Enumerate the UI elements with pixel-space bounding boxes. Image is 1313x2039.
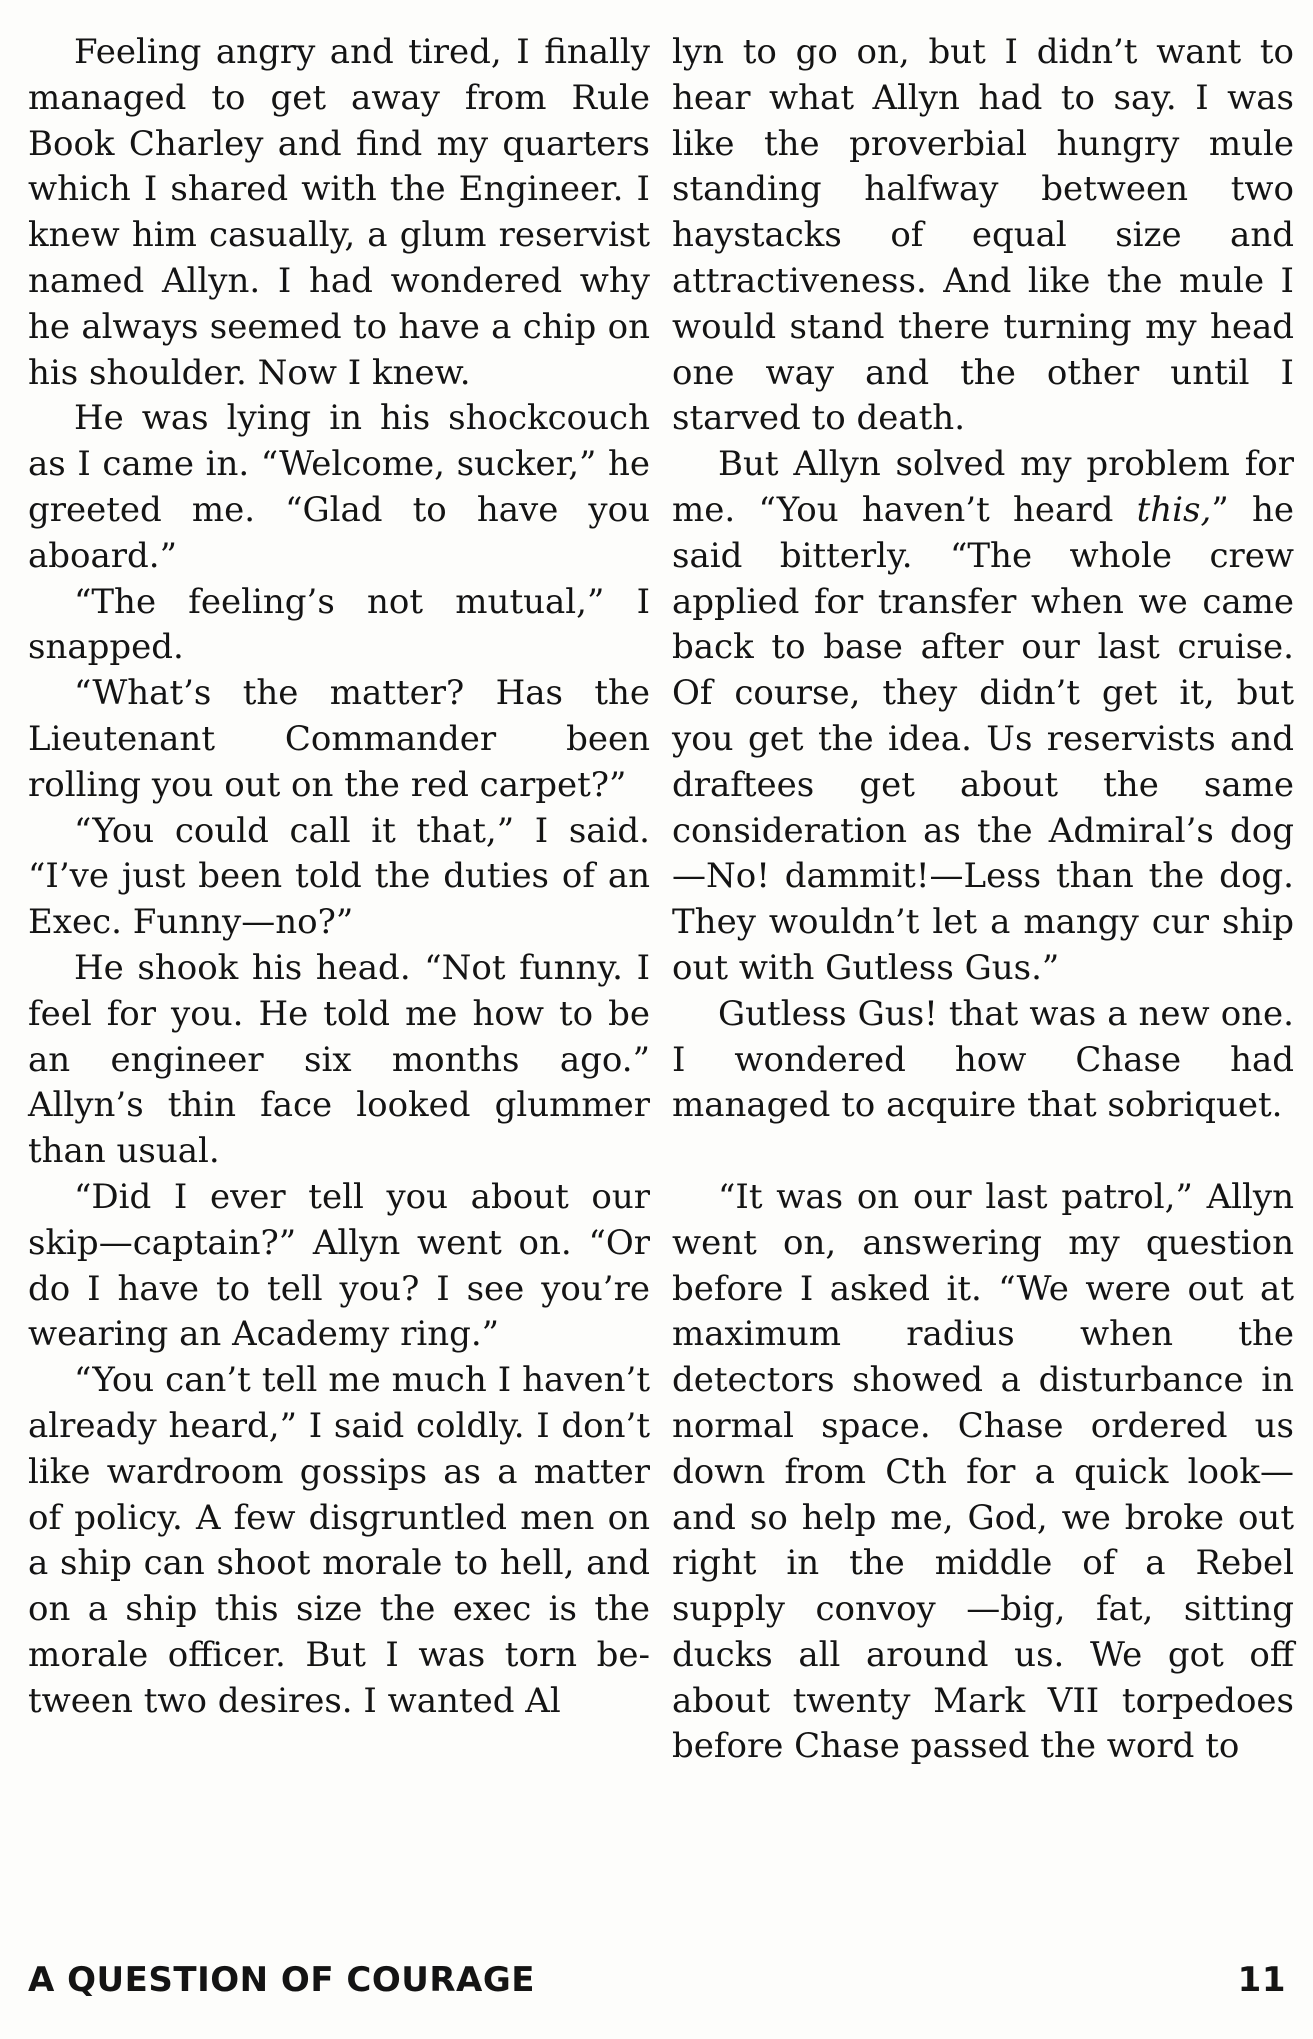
paragraph: He was lying in his shockcouch as I came in. “Welcome, sucker,” he greeted me. “Glad to have you aboard.”: [28, 398, 650, 576]
emphasized-word: this,: [1136, 489, 1212, 530]
paragraph: Feeling angry and tired, I finally managed to get away from Rule Book Charley and find my quarters which I shared with the Engineer. I knew him casually, a glum reservist named Allyn. I had wondered why he always seemed to have a chip on his shoulder. Now I knew.: [28, 32, 650, 393]
paragraph: “Did I ever tell you about our skip—captain?” Allyn went on. “Or do I have to tell you? I see you’re wearing an Academy ring.”: [28, 1176, 650, 1355]
paragraph: “You can’t tell me much I haven’t already heard,” I said coldly. I don’t like wardroom gossips as a matter of policy. A few disgruntled men on a ship can shoot morale to hell, and on a ship this size the exec is the morale officer. But I was torn between two desires. I wanted Al: [28, 1360, 650, 1721]
page-footer: [28, 1960, 1294, 2010]
page-number: 11: [1237, 1960, 1286, 2000]
section-break: [672, 1129, 1294, 1175]
paragraph: “You could call it that,” I said. “I’ve just been told the duties of an Exec. Funny—no?”: [28, 810, 650, 943]
paragraph: “The feeling’s not mutual,” I snapped.: [28, 581, 650, 668]
paragraph: Gutless Gus! that was a new one. I wondered how Chase had managed to acquire that sobriquet.: [672, 993, 1294, 1126]
paragraph: He shook his head. “Not funny. I feel for you. He told me how to be an engineer six months ago.” Allyn’s thin face looked glummer than usual.: [28, 947, 650, 1172]
paragraph-text: But Allyn solved my problem for me. “You haven’t heard: [672, 444, 1294, 530]
paragraph: “What’s the matter? Has the Lieutenant Commander been rolling you out on the red carpet?”: [28, 673, 650, 805]
continued-paragraph: lyn to go on, but I didn’t want to hear what Allyn had to say. I was like the proverbial hungry mule standing halfway between two haystacks of equal size and attractiveness. And like the mule I would stand there turning my head one way and the other until I starved to death.: [672, 32, 1294, 439]
paragraph: “It was on our last patrol,” Allyn went on, answering my question before I asked it. “We were out at maximum radius when the detectors showed a disturbance in normal space. Chase ordered us down from Cth for a quick look—and so help me, God, we broke out right in the middle of a Rebel supply convoy —big, fat, sitting ducks all around us. We got off about twenty Mark VII torpedoes before Chase passed the word to: [672, 1176, 1294, 1767]
right-column: [672, 30, 1294, 1770]
paragraph: [672, 442, 1294, 992]
paragraph-text: ” he said bitterly. “The whole crew applied for transfer when we came back to base after our last cruise. Of course, they didn’t get it, but you get the idea. Us reservists and draftees get about the same consideration as the Admiral’s dog—No! dammit!—Less than the dog. They wouldn’t let a mangy cur ship out with Gutless Gus.”: [672, 489, 1294, 988]
running-title: A QUESTION OF COURAGE: [28, 1960, 535, 2000]
left-column: [28, 30, 650, 1724]
